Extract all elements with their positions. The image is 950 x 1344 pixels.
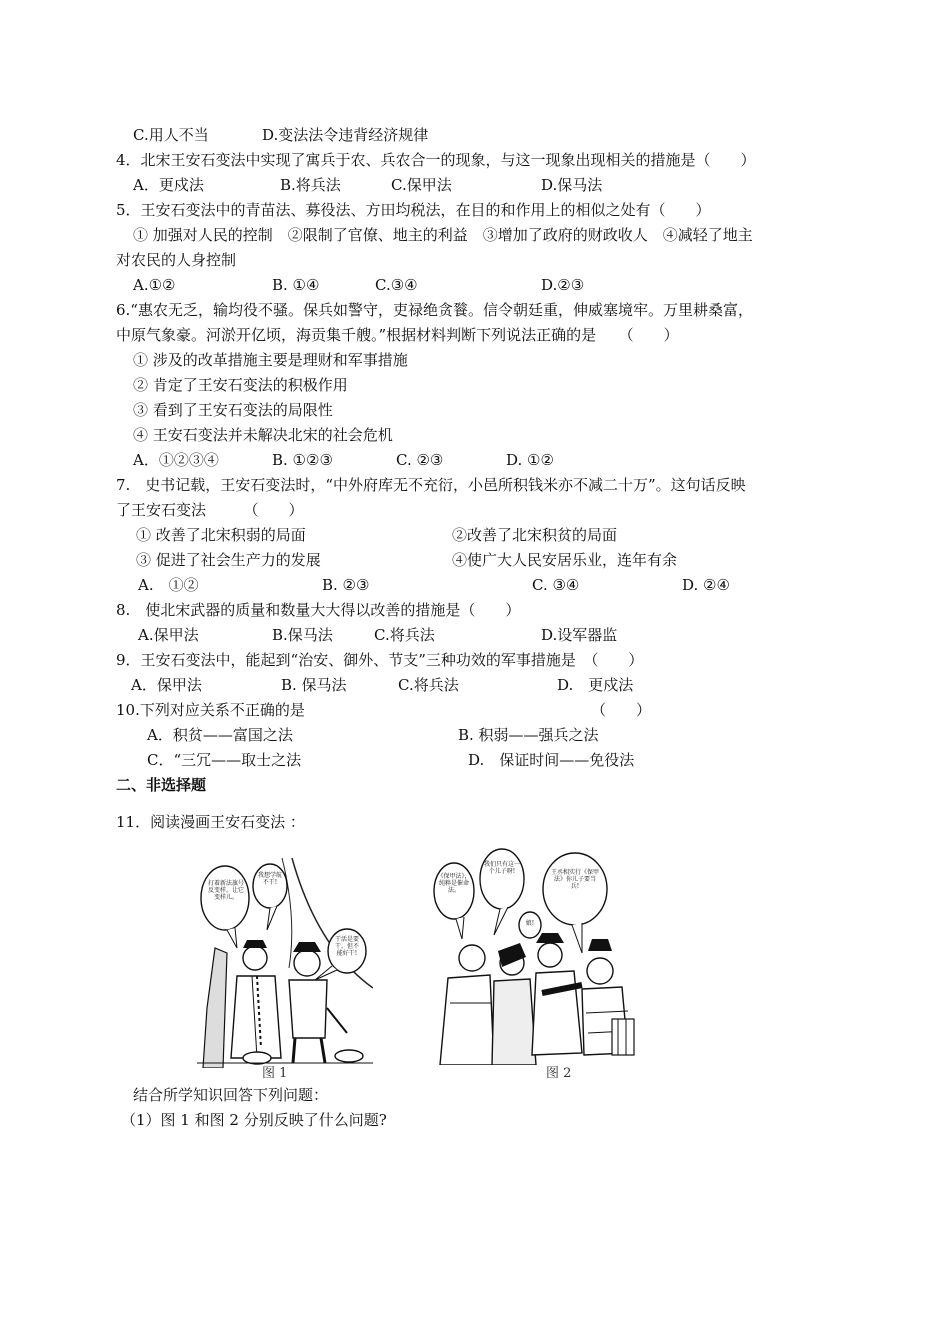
cartoon-2-bubble-2: 我们只有这一个儿子呀! [484, 861, 521, 875]
q8-option-c: C.将兵法 [374, 626, 435, 644]
q7-item-3: ③ 促进了社会生产力的发展 [136, 551, 321, 569]
q8-option-b: B.保马法 [272, 626, 333, 644]
q4-option-c: C.保甲法 [391, 176, 452, 194]
q6-option-d: D. ①② [506, 451, 554, 469]
q5-option-b: B. ①④ [272, 276, 320, 294]
q6-item-3: ③ 看到了王安石变法的局限性 [133, 401, 333, 419]
section-heading: 二、非选择题 [116, 776, 207, 794]
cartoon-1-bubble-1: 打着新法旗号反变样，让它变样儿。 [207, 880, 244, 901]
figure-1-caption: 图 1 [262, 1066, 288, 1081]
q11-prompt: 结合所学知识回答下列问题： [133, 1086, 329, 1104]
q4-option-a: A．更戍法 [133, 176, 204, 194]
q9-option-a: A．保甲法 [131, 676, 202, 694]
q7-stem-line2: 了王安石变法 （ ） [116, 501, 304, 519]
q9-stem: 9．王安石变法中，能起到“治安、御外、节支”三种功效的军事措施是 （ ） [116, 651, 644, 669]
q6-option-b: B. ①②③ [272, 451, 333, 469]
q6-stem-line2: 中原气象豪。河淤开亿顷，海贡集千艘。”根据材料判断下列说法正确的是 （ ） [116, 326, 679, 344]
q7-item-4: ④使广大人民安居乐业，连年有余 [452, 551, 678, 569]
q7-option-c: C. ③④ [532, 576, 580, 594]
q7-stem-line1: 7. 史书记载，王安石变法时，“中外府库无不充衍，小邑所积钱米亦不减二十万”。这句话反映 [116, 476, 746, 494]
q7-option-b: B. ②③ [322, 576, 370, 594]
q5-items-line1: ① 加强对人民的控制 ②限制了官僚、地主的利益 ③增加了政府的财政收人 ④减轻了地主 [133, 226, 753, 244]
q10-option-c: C．“三冗——取士之法 [147, 751, 302, 769]
q7-item-2: ②改善了北宋积贫的局面 [452, 526, 618, 544]
cartoon-2-bubble-4: 娘! [525, 920, 535, 927]
cartoon-1-bubble-2: 我想学航不干! [257, 872, 282, 886]
q11-stem: 11．阅读漫画王安石变法 ： [116, 813, 305, 831]
q7-item-1: ① 改善了北宋积弱的局面 [136, 526, 306, 544]
q5-option-c: C.③④ [375, 276, 418, 294]
q4-option-d: D.保马法 [541, 176, 603, 194]
q7-option-d: D. ②④ [682, 576, 730, 594]
q6-item-2: ② 肯定了王安石变法的积极作用 [133, 376, 348, 394]
cartoon-figure-2 [432, 843, 642, 1065]
q6-option-c: C. ②③ [396, 451, 444, 469]
cartoon-1-bubble-3: 干活是要干，但不能好干! [334, 936, 359, 957]
q10-option-b: B. 积弱——强兵之法 [458, 726, 599, 744]
q3-option-c: C.用人不当 [133, 126, 209, 144]
q10-stem: 10.下列对应关系不正确的是 [116, 701, 305, 719]
q7-option-a: A. ①② [138, 576, 199, 594]
q6-option-a: A．①②③④ [133, 451, 219, 469]
q11-subquestion-1: （1）图 1 和图 2 分别反映了什么问题? [121, 1111, 387, 1129]
q6-item-4: ④ 王安石变法并未解决北宋的社会危机 [133, 426, 393, 444]
figure-2-caption: 图 2 [546, 1066, 572, 1081]
q8-stem: 8. 使北宋武器的质量和数量大大得以改善的措施是（ ） [116, 601, 521, 619]
q8-option-a: A.保甲法 [138, 626, 199, 644]
q5-stem: 5．王安石变法中的青苗法、募役法、方田均税法，在目的和作用上的相似之处有（ ） [116, 201, 711, 219]
q9-option-d: D. 更戍法 [557, 676, 634, 694]
q5-option-a: A.①② [133, 276, 176, 294]
q5-items-line2: 对农民的人身控制 [116, 251, 237, 269]
q10-answer-paren: （ ） [591, 701, 652, 719]
q6-item-1: ① 涉及的改革措施主要是理财和军事措施 [133, 351, 408, 369]
q4-option-b: B.将兵法 [280, 176, 341, 194]
q9-option-c: C.将兵法 [398, 676, 459, 694]
q5-option-d: D.②③ [541, 276, 585, 294]
q8-option-d: D.设军器监 [541, 626, 618, 644]
q3-option-d: D.变法法令违背经济规律 [262, 126, 429, 144]
q4-stem: 4．北宋王安石变法中实现了寓兵于农、兵农合一的现象，与这一现象出现相关的措施是（ ） [116, 151, 756, 169]
cartoon-2-bubble-1: 《保甲法》，纯粹是催命法。 [437, 873, 471, 894]
cartoon-2-bubble-3: 王丞相实行《保甲法》你儿子要当兵! [550, 869, 599, 890]
q9-option-b: B. 保马法 [281, 676, 347, 694]
q10-option-d: D. 保证时间——免役法 [468, 751, 635, 769]
q6-stem-line1: 6.“惠农无乏，输均役不骚。保兵如警守，吏禄绝贪餮。信令朝廷重，伸威塞境牢。万里耕桑富， [116, 301, 753, 319]
q10-option-a: A．积贫——富国之法 [147, 726, 293, 744]
cartoon-figure-1 [197, 858, 373, 1068]
